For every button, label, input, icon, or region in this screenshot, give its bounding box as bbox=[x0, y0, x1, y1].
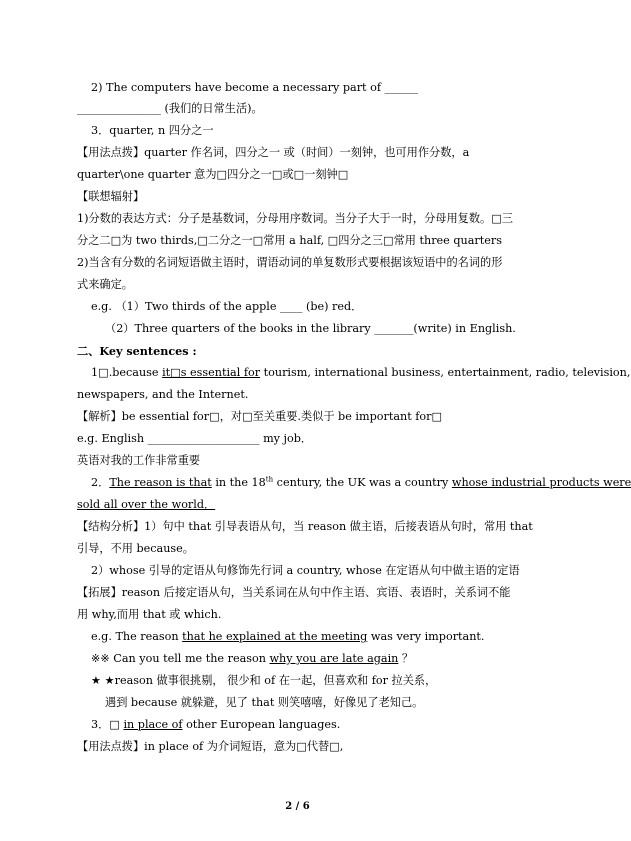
text-line: 1)分数的表达方式：分子是基数词，分母用序数词。当分子大于一时，分母用复数。□三 bbox=[77, 212, 513, 225]
superscript: th bbox=[265, 475, 274, 484]
text-line: 【联想辐射】 bbox=[77, 190, 145, 203]
section-heading: 二、Key sentences : bbox=[77, 344, 197, 358]
text-line: 3．quarter, n 四分之一 bbox=[91, 124, 214, 137]
text: 1□.because bbox=[91, 366, 163, 379]
text-line bbox=[91, 365, 630, 381]
text-line: 引导，不用 because。 bbox=[77, 542, 194, 555]
text-line: e.g. English ____________________ my job． bbox=[77, 432, 313, 445]
text-line: 【结构分析】1）句中 that 引导表语从句，当 reason 做主语，后接表语从句时，常用 that bbox=[77, 520, 533, 533]
text-line: 2) The computers have become a necessary part of ______ bbox=[91, 81, 419, 94]
text: was very important. bbox=[367, 630, 485, 643]
text-line: 用 why,而用 that 或 which. bbox=[77, 608, 222, 621]
text-line: 【用法点拨】in place of 为介词短语，意为□代替□, bbox=[77, 740, 344, 753]
text-line: 2）whose 引导的定语从句修饰先行词 a country, whose 在定语从句中做主语的定语 bbox=[91, 564, 520, 577]
text: tourism, international business, entertainment, radio, television, bbox=[260, 366, 631, 379]
page-number: 2 / 6 bbox=[285, 801, 310, 812]
text: ？ bbox=[398, 652, 414, 665]
text: other European languages. bbox=[182, 718, 341, 731]
text-line: quarter\one quarter 意为□四分之一□或□一刻钟□ bbox=[77, 168, 349, 181]
text-line: 分之二□为 two thirds,□二分之一□常用 a half, □四分之三□常用 three quarters bbox=[77, 234, 502, 247]
underlined-phrase: sold all over the world． bbox=[77, 498, 216, 511]
text-line: _______________ (我们的日常生活)。 bbox=[77, 102, 263, 115]
text: 2． bbox=[91, 476, 110, 489]
text-line: 遇到 because 就躲避，见了 that 则笑嘻嘻，好像见了老知己。 bbox=[105, 696, 424, 709]
text-line bbox=[91, 651, 413, 667]
text-line: 式来确定。 bbox=[77, 278, 133, 291]
text-line: 【拓展】reason 后接定语从句，当关系词在从句中作主语、宾语、表语时，关系词不能 bbox=[77, 586, 511, 599]
text-line bbox=[91, 475, 631, 491]
text-line: e.g. （1）Two thirds of the apple ____ (be) red． bbox=[91, 300, 363, 313]
underlined-phrase: that he explained at the meeting bbox=[182, 630, 368, 643]
underlined-phrase: it□s essential for bbox=[162, 366, 261, 379]
text-line bbox=[91, 629, 484, 645]
underlined-phrase: The reason is that bbox=[109, 476, 212, 489]
text-line: ★ ★reason 做事很挑剔， 很少和 of 在一起，但喜欢和 for 拉关系， bbox=[91, 674, 437, 687]
text-line: newspapers, and the Internet. bbox=[77, 388, 249, 401]
text: in the 18 bbox=[211, 476, 266, 489]
text: century, the UK was a country bbox=[273, 476, 452, 489]
text-line: （2）Three quarters of the books in the library _______(write) in English. bbox=[105, 322, 516, 335]
text-line: 【用法点拨】quarter 作名词，四分之一 或（时间）一刻钟，也可用作分数，a bbox=[77, 146, 470, 159]
text: e.g. The reason bbox=[91, 630, 183, 643]
underlined-phrase: why you are late again bbox=[269, 652, 399, 665]
text-line: 【解析】be essential for□，对□至关重要.类似于 be important for□ bbox=[77, 410, 443, 423]
text-line: 英语对我的工作非常重要 bbox=[77, 454, 201, 467]
text: 3．□ bbox=[91, 718, 124, 731]
text-line: 2)当含有分数的名词短语做主语时，谓语动词的单复数形式要根据该短语中的名词的形 bbox=[77, 256, 503, 269]
underlined-phrase: in place of bbox=[123, 718, 183, 731]
text-line bbox=[91, 717, 340, 733]
underlined-phrase: whose industrial products were bbox=[451, 476, 631, 489]
text: ※※ Can you tell me the reason bbox=[91, 652, 270, 665]
